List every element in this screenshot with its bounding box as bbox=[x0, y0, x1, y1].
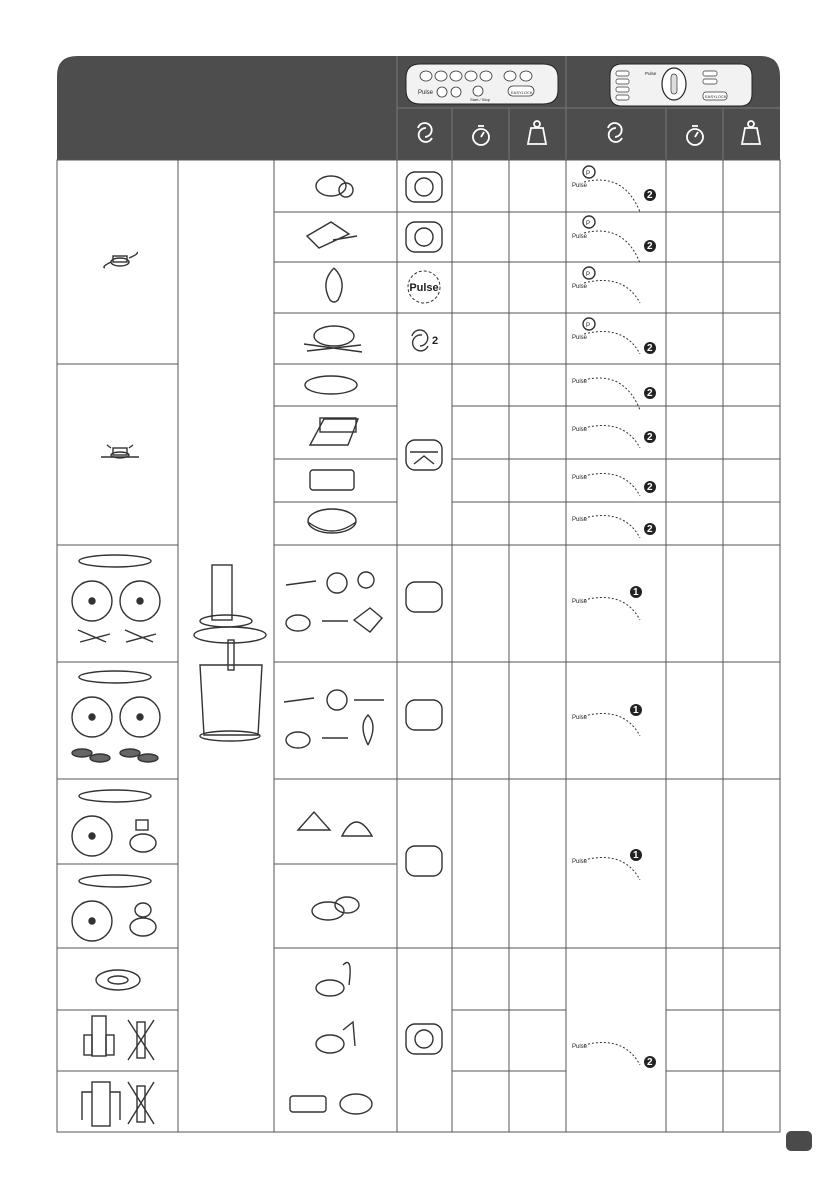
svg-text:1: 1 bbox=[633, 705, 639, 716]
potatoes-illustration bbox=[312, 897, 359, 920]
cookie-tray-illustration bbox=[310, 470, 354, 490]
whisk-accessory-illustration bbox=[84, 1016, 154, 1060]
program-chop-icon bbox=[406, 172, 442, 202]
cream-illustration bbox=[316, 1022, 355, 1053]
speed-two-badge bbox=[644, 481, 656, 493]
mayonnaise-illustration bbox=[316, 963, 350, 997]
svg-text:P: P bbox=[586, 171, 591, 177]
emulsifying-disc-illustration bbox=[96, 970, 140, 990]
svg-text:P: P bbox=[586, 221, 591, 227]
dial-pulse-label: Pulse bbox=[572, 475, 588, 481]
dial-pulse-label: Pulse bbox=[572, 715, 588, 721]
page-number-badge bbox=[786, 1131, 812, 1151]
dial-pulse-label: Pulse bbox=[572, 183, 588, 189]
speed-two-badge bbox=[644, 387, 656, 399]
program-dough-icon bbox=[406, 440, 442, 470]
slicing-discs-illustration bbox=[72, 555, 160, 762]
dial-pulse-label: Pulse bbox=[572, 234, 588, 240]
grating-discs-illustration bbox=[72, 790, 156, 941]
speed-two-badge bbox=[644, 189, 656, 201]
panel-pulse-label: Pulse bbox=[418, 90, 434, 96]
speed-two-label: 2 bbox=[432, 335, 439, 347]
svg-text:P: P bbox=[586, 272, 591, 278]
program-grate-icon bbox=[406, 846, 442, 876]
control-panel-buttons bbox=[406, 64, 558, 104]
speed-one-badge bbox=[630, 849, 642, 861]
vegetables-slices-illustration bbox=[284, 690, 384, 748]
svg-text:1: 1 bbox=[633, 587, 639, 598]
panel-start-stop-label: Start / Stop bbox=[470, 97, 491, 102]
svg-text:2: 2 bbox=[647, 432, 653, 443]
pulse-program-icon bbox=[408, 271, 440, 303]
eggs-illustration bbox=[290, 1094, 372, 1114]
speed-two-icon bbox=[412, 330, 438, 351]
dial-p-badge bbox=[583, 318, 595, 330]
dial-panel-easylock-label: EASYLOCK bbox=[705, 94, 727, 99]
svg-text:2: 2 bbox=[647, 482, 653, 493]
bread-loaf-illustration bbox=[310, 418, 358, 445]
pulse-program-label: Pulse bbox=[409, 282, 439, 294]
vegetables-illustration bbox=[286, 572, 382, 632]
cheese-cabbage-illustration bbox=[298, 812, 372, 836]
speed-two-badge bbox=[644, 1056, 656, 1068]
dial-panel-pulse-label: Pulse bbox=[645, 71, 657, 76]
dial-pulse-label: Pulse bbox=[572, 1044, 588, 1050]
pie-illustration bbox=[308, 509, 356, 533]
program-chop-icon bbox=[406, 222, 442, 252]
food-processor-illustration bbox=[194, 565, 266, 741]
speed-two-badge bbox=[644, 240, 656, 252]
speed-two-badge bbox=[644, 523, 656, 535]
panel-easylock-label: EASYLOCK bbox=[511, 90, 533, 95]
speed-two-badge bbox=[644, 431, 656, 443]
program-slice-icon bbox=[406, 582, 442, 612]
speed-one-badge bbox=[630, 704, 642, 716]
svg-text:2: 2 bbox=[647, 190, 653, 201]
dial-pulse-label: Pulse bbox=[572, 335, 588, 341]
dough-hook-illustration bbox=[82, 1082, 154, 1126]
program-slice-icon bbox=[406, 700, 442, 730]
svg-text:2: 2 bbox=[647, 388, 653, 399]
speed-two-badge bbox=[644, 342, 656, 354]
svg-text:2: 2 bbox=[647, 343, 653, 354]
svg-text:2: 2 bbox=[647, 241, 653, 252]
svg-text:P: P bbox=[586, 323, 591, 329]
control-panel-dial bbox=[610, 64, 752, 106]
soup-illustration bbox=[304, 326, 362, 352]
bread-dough-illustration bbox=[305, 376, 357, 394]
svg-text:2: 2 bbox=[647, 1057, 653, 1068]
dial-pulse-label: Pulse bbox=[572, 599, 588, 605]
dough-blade-illustration bbox=[101, 445, 139, 458]
knife-blade-illustration bbox=[104, 252, 137, 268]
cheese-carrot-illustration bbox=[307, 222, 357, 248]
meat-illustration bbox=[316, 176, 353, 197]
dial-p-badge bbox=[583, 166, 595, 178]
dial-p-badge bbox=[583, 216, 595, 228]
dial-pulse-label: Pulse bbox=[572, 859, 588, 865]
dial-pulse-label: Pulse bbox=[572, 427, 588, 433]
dial-pulse-label: Pulse bbox=[572, 284, 588, 290]
speed-one-badge bbox=[630, 586, 642, 598]
onion-illustration bbox=[326, 268, 342, 302]
svg-text:2: 2 bbox=[647, 524, 653, 535]
svg-text:1: 1 bbox=[633, 850, 639, 861]
dial-pulse-label: Pulse bbox=[572, 379, 588, 385]
dial-pulse-label: Pulse bbox=[572, 517, 588, 523]
dial-p-badge bbox=[583, 267, 595, 279]
program-whisk-icon bbox=[406, 1024, 442, 1054]
